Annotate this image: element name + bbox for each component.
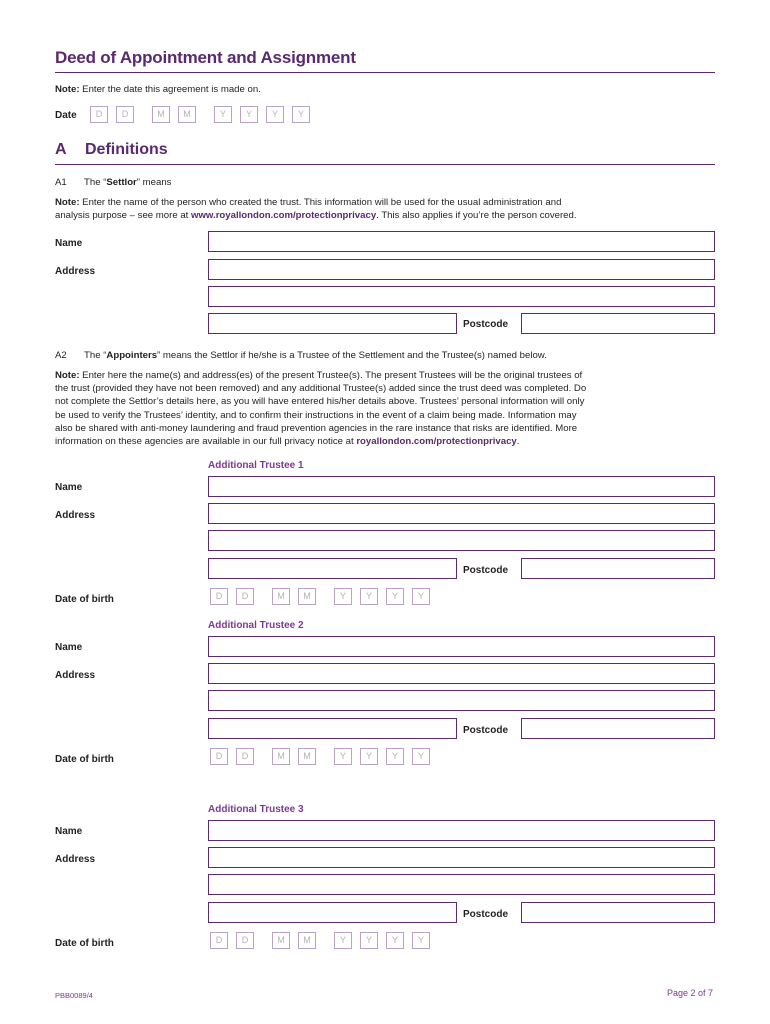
- settlor-address-label: Address: [55, 266, 96, 277]
- trustee-3-dob-box[interactable]: Y: [334, 932, 352, 949]
- trustee-2-name-input[interactable]: [208, 636, 715, 657]
- trustee-3-postcode-label: Postcode: [463, 909, 509, 920]
- trustee-2-postcode-label: Postcode: [463, 725, 509, 736]
- agreement-date-box[interactable]: Y: [266, 106, 284, 123]
- trustee-2-address-line3-input[interactable]: [208, 718, 457, 739]
- trustee-1-dob-box[interactable]: D: [210, 588, 228, 605]
- trustee-3-address-label: Address: [55, 854, 96, 865]
- settlor-address-line3-input[interactable]: [208, 313, 457, 334]
- trustee-1-postcode-input[interactable]: [521, 558, 715, 579]
- trustee-1-dob-box[interactable]: Y: [386, 588, 404, 605]
- agreement-date-box[interactable]: Y: [214, 106, 232, 123]
- settlor-name-label: Name: [55, 238, 83, 249]
- trustee-3-postcode-input[interactable]: [521, 902, 715, 923]
- trustee-2-dob-box[interactable]: D: [210, 748, 228, 765]
- page-title: Deed of Appointment and Assignment: [55, 48, 356, 67]
- intro-note: Note: Enter the date this agreement is made on.: [55, 84, 261, 95]
- trustee-1-dob-box[interactable]: Y: [412, 588, 430, 605]
- agreement-date-box[interactable]: Y: [292, 106, 310, 123]
- trustee-1-dob-box[interactable]: Y: [334, 588, 352, 605]
- trustee-3-dob-box[interactable]: D: [236, 932, 254, 949]
- a1-text: The “Settlor” means: [84, 177, 172, 188]
- trustee-2-dob-box[interactable]: Y: [386, 748, 404, 765]
- trustee-1-address-line1-input[interactable]: [208, 503, 715, 524]
- section-a-rule: [55, 164, 715, 165]
- trustee-3-address-line1-input[interactable]: [208, 847, 715, 868]
- trustee-2-dob-box[interactable]: Y: [412, 748, 430, 765]
- trustee-2-address-line1-input[interactable]: [208, 663, 715, 684]
- settlor-postcode-input[interactable]: [521, 313, 715, 334]
- settlor-address-line2-input[interactable]: [208, 286, 715, 307]
- trustee-2-heading: Additional Trustee 2: [208, 620, 304, 631]
- trustee-1-address-line2-input[interactable]: [208, 530, 715, 551]
- trustee-1-dob-box[interactable]: D: [236, 588, 254, 605]
- trustee-2-address-line2-input[interactable]: [208, 690, 715, 711]
- trustee-2-name-label: Name: [55, 642, 83, 653]
- trustee-1-address-line3-input[interactable]: [208, 558, 457, 579]
- trustee-2-dob-box[interactable]: Y: [360, 748, 378, 765]
- trustee-1-dob-box[interactable]: Y: [360, 588, 378, 605]
- section-a-heading: A Definitions: [55, 141, 168, 158]
- agreement-date-box[interactable]: Y: [240, 106, 258, 123]
- trustee-1-postcode-label: Postcode: [463, 565, 509, 576]
- trustee-1-name-label: Name: [55, 482, 83, 493]
- trustee-3-address-line2-input[interactable]: [208, 874, 715, 895]
- trustee-3-dob-label: Date of birth: [55, 938, 114, 949]
- trustee-3-dob-box[interactable]: D: [210, 932, 228, 949]
- agreement-date-box[interactable]: D: [90, 106, 108, 123]
- a2-note: Note: Enter here the name(s) and address(es) of the present Trustee(s). The present Trustees will be the original trustees of the trust (provided they have not been removed) and any additional Trustee(s) added since the trust deed was completed. Do not complete the Settlor’s details here, as you will have entered his/her details above. Trustees’ personal information will only be used to verify the Trustees’ identity, and to confirm their instructions in the event of a claim being made. Information may also be shared with anti-money laundering and fraud prevention agencies in the rare instance that risks are identified. More information on these agencies are available in our full privacy notice at royallondon.com/protectionprivacy.: [55, 370, 587, 448]
- settlor-postcode-label: Postcode: [463, 319, 509, 330]
- trustee-3-dob-box[interactable]: Y: [386, 932, 404, 949]
- trustee-3-address-line3-input[interactable]: [208, 902, 457, 923]
- page-number: Page 2 of 7: [667, 988, 714, 998]
- trustee-2-dob-box[interactable]: M: [298, 748, 316, 765]
- a1-note: Note: Enter the name of the person who created the trust. This information will be used for the usual administration and analysis purpose – see more at www.royallondon.com/protectionprivacy. This also applies if you’re the person covered.: [55, 197, 577, 222]
- trustee-1-name-input[interactable]: [208, 476, 715, 497]
- trustee-1-address-label: Address: [55, 510, 96, 521]
- trustee-1-dob-box[interactable]: M: [298, 588, 316, 605]
- trustee-3-name-label: Name: [55, 826, 83, 837]
- trustee-2-dob-label: Date of birth: [55, 754, 114, 765]
- agreement-date-box[interactable]: D: [116, 106, 134, 123]
- trustee-2-address-label: Address: [55, 670, 96, 681]
- a1-number: A1: [55, 177, 67, 188]
- trustee-1-dob-label: Date of birth: [55, 594, 114, 605]
- trustee-3-dob-box[interactable]: Y: [360, 932, 378, 949]
- settlor-address-line1-input[interactable]: [208, 259, 715, 280]
- trustee-2-dob-box[interactable]: Y: [334, 748, 352, 765]
- agreement-date-box[interactable]: M: [152, 106, 170, 123]
- settlor-name-input[interactable]: [208, 231, 715, 252]
- date-label: Date: [55, 110, 77, 121]
- title-rule: [55, 72, 715, 73]
- trustee-2-dob-box[interactable]: D: [236, 748, 254, 765]
- trustee-2-postcode-input[interactable]: [521, 718, 715, 739]
- trustee-2-dob-box[interactable]: M: [272, 748, 290, 765]
- trustee-1-dob-box[interactable]: M: [272, 588, 290, 605]
- trustee-3-name-input[interactable]: [208, 820, 715, 841]
- trustee-3-heading: Additional Trustee 3: [208, 804, 304, 815]
- a2-text: The “Appointers” means the Settlor if he/she is a Trustee of the Settlement and the Trustee(s) named below.: [84, 350, 547, 361]
- trustee-3-dob-box[interactable]: M: [298, 932, 316, 949]
- trustee-3-dob-box[interactable]: Y: [412, 932, 430, 949]
- a2-number: A2: [55, 350, 67, 361]
- trustee-1-heading: Additional Trustee 1: [208, 460, 304, 471]
- form-code: PBB0089/4: [55, 991, 93, 1000]
- agreement-date-box[interactable]: M: [178, 106, 196, 123]
- trustee-3-dob-box[interactable]: M: [272, 932, 290, 949]
